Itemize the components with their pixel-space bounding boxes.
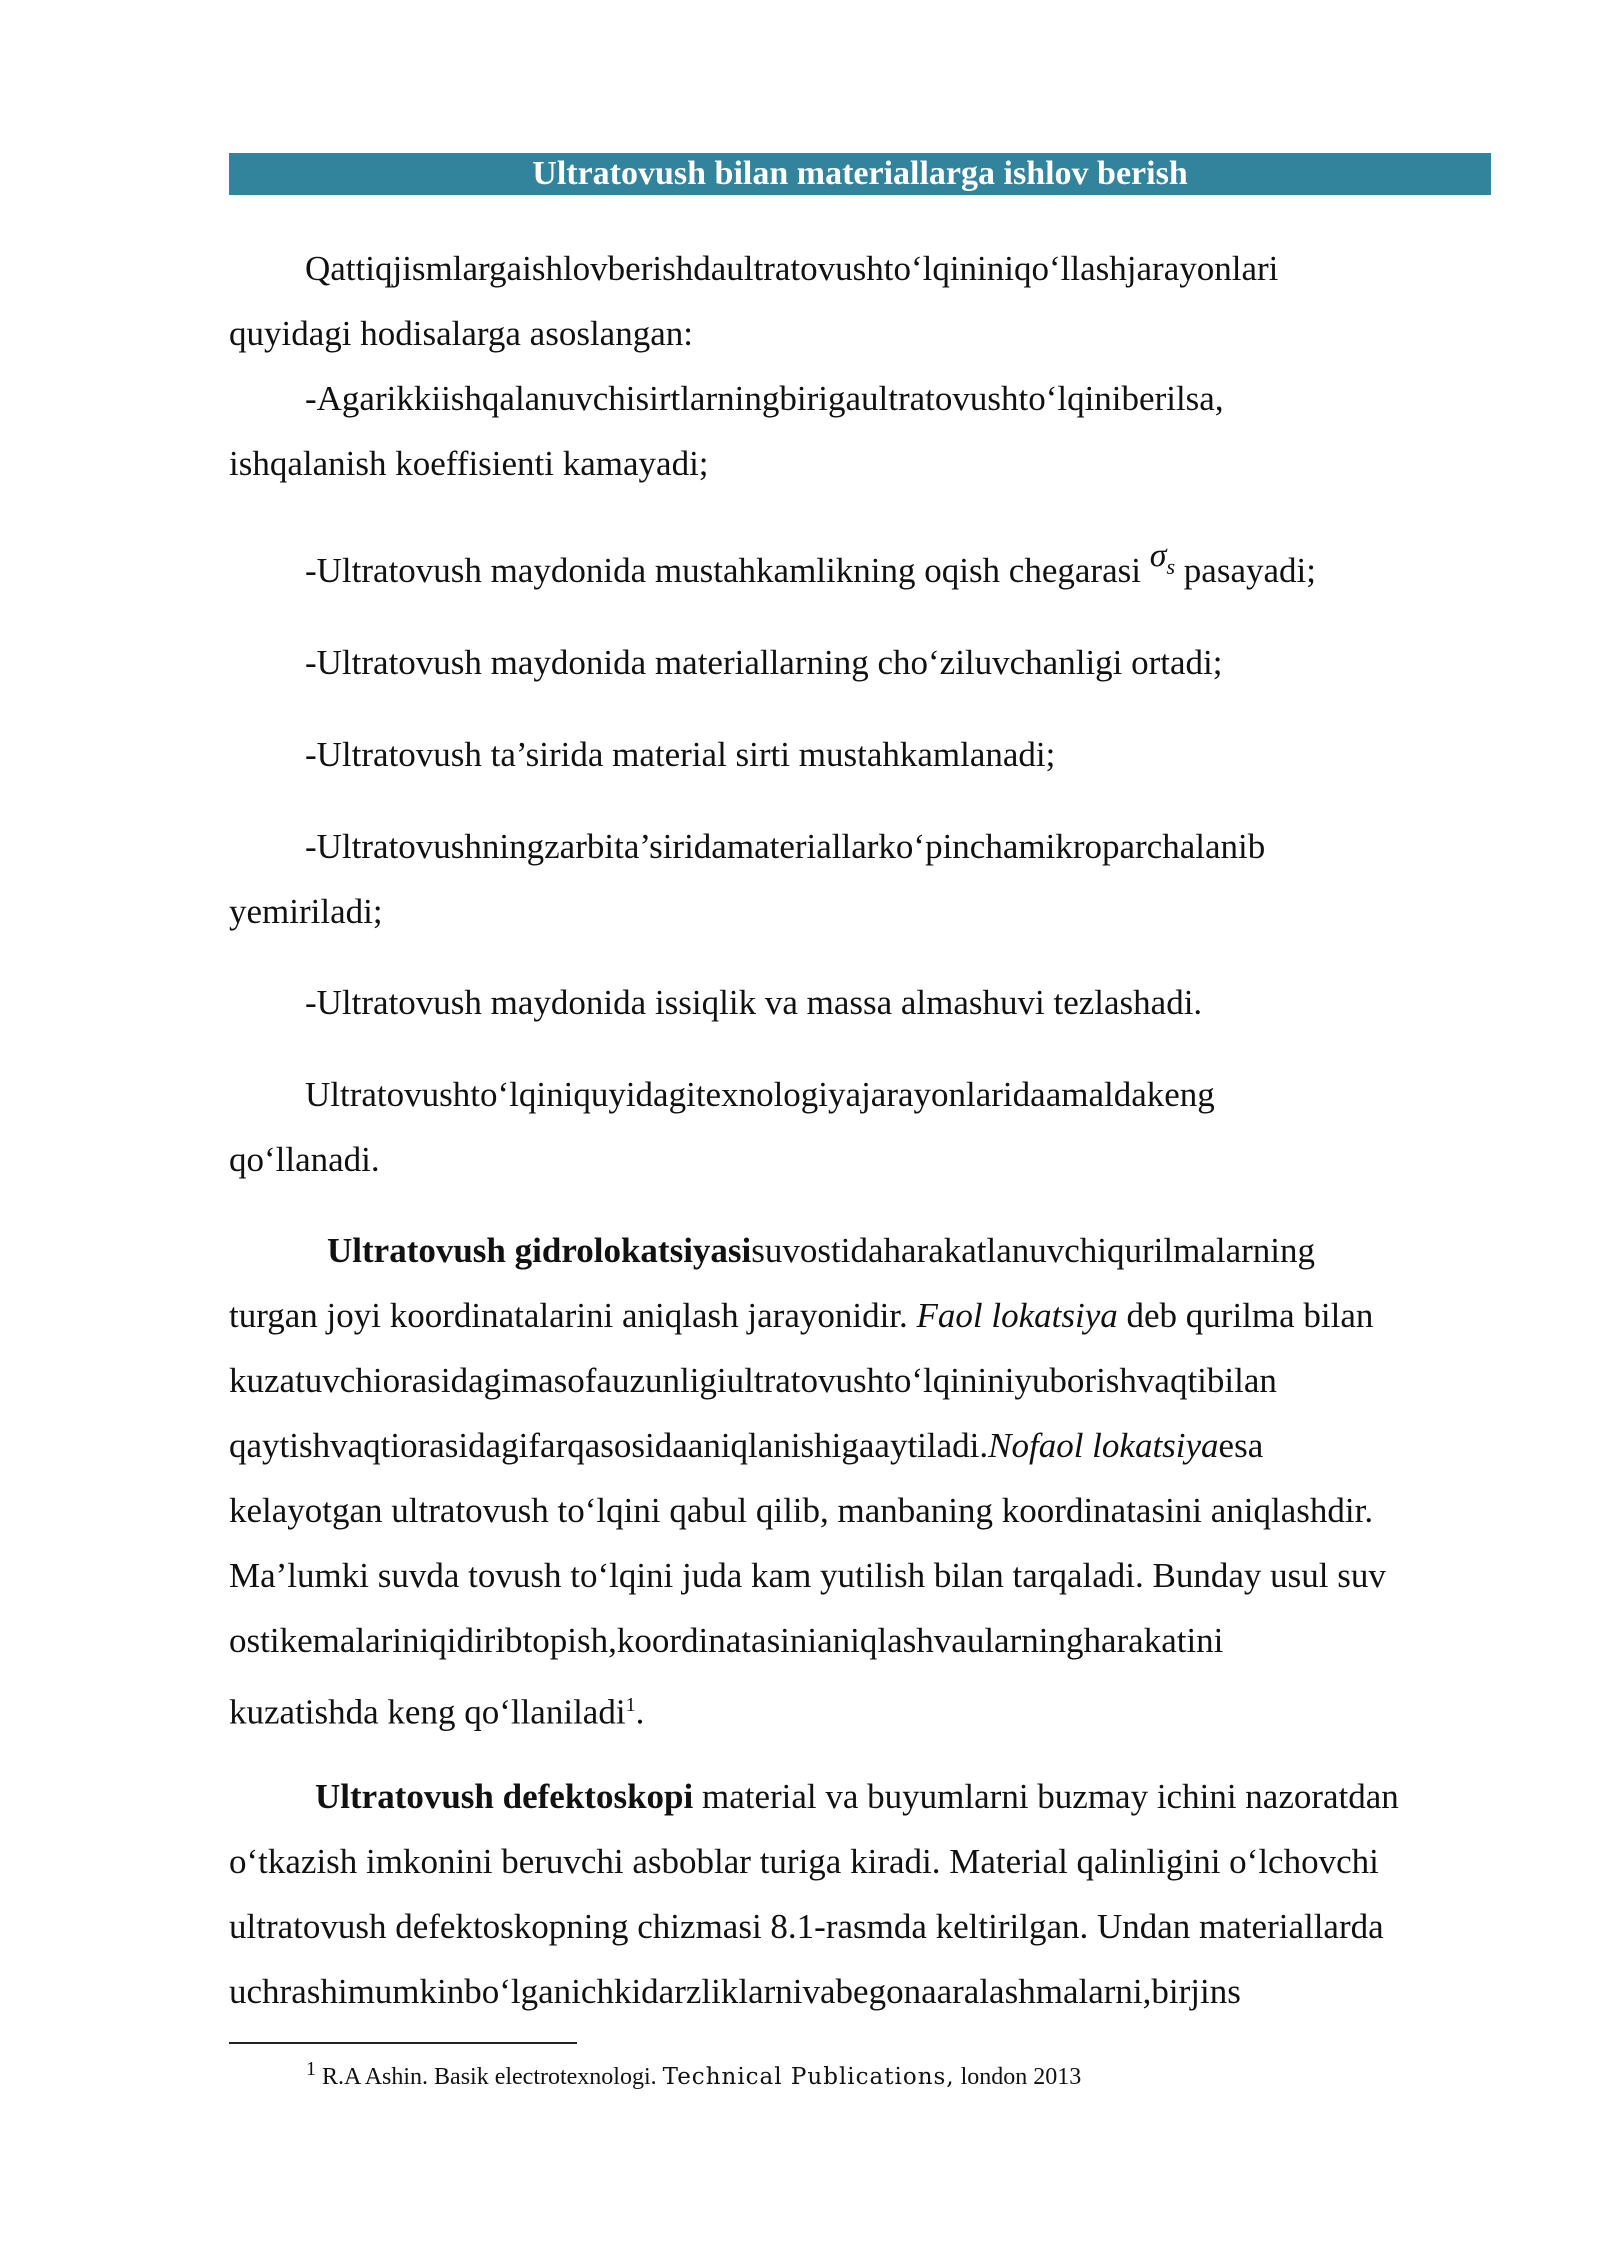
justified-line [229,814,1491,879]
word: ishqalanuvchi [441,379,636,418]
text-line [229,1283,1491,1348]
word: suv [751,1231,800,1270]
word: aralashmalarni, [936,1972,1152,2011]
word: to‘lqinini [884,1361,1015,1400]
word: qo‘llash [1014,249,1127,288]
justified-line [229,366,1491,431]
word: jismlarga [392,249,523,288]
paragraph-sonar [229,1218,1491,1745]
word: aniqlash [817,1621,934,1660]
word: aniqlanishiga [687,1426,875,1465]
text-line: qo‘llanadi. [229,1140,380,1179]
text-line: ishqalanish koeffisienti kamayadi; [229,444,709,483]
footnote-text: R.A Ashin. Basik electrotexnologi. [316,2064,663,2090]
word: orasidagi [400,1426,529,1465]
paragraph-friction [229,366,1491,496]
word: ichki [571,1972,642,2011]
word: biriga [779,379,861,418]
bold-term: Ultratovush defektoskopi [315,1777,694,1816]
word: Qattiq [305,249,393,288]
footnote-ref: 1 [625,1694,636,1716]
text-segment: kuzatishda keng qo‘llaniladi [229,1692,626,1732]
justified-line [229,1348,1491,1413]
word: -Agar [305,379,387,418]
word: farq [528,1426,585,1465]
text-line: quyidagi hodisalarga asoslangan: [229,314,693,353]
text-segment: esa [1218,1426,1264,1465]
text-line: ultratovush defektoskopning chizmasi 8.1-rasmda keltirilgan. Undan materiallarda [229,1907,1384,1946]
word: kemalarini [279,1621,430,1660]
text-line: kelayotgan ultratovush to‘lqini qabul qilib, manbaning koordinatasini aniqlashdir. [229,1491,1374,1530]
text-segment: deb qurilma bilan [1117,1296,1374,1335]
paragraph-yield-strength [229,538,1491,607]
word: jarayonlari [1126,249,1279,288]
paragraph-hardening [229,722,1491,787]
text-line: -Ultratovush maydonida issiqlik va massa almashuvi tezlashadi. [305,983,1203,1022]
word: uzunligi [611,1361,727,1400]
word: jarayonlarida [861,1075,1046,1114]
word: sirtlarning [635,379,780,418]
word: mumkin [347,1972,465,2011]
text-line: -Ultratovush ta’sirida material sirti mustahkamlanadi; [305,735,1056,774]
footnote-text: london 2013 [954,2064,1082,2090]
word: -Ultratovushning [305,827,545,866]
word: ularning [966,1621,1084,1660]
word: qidirib [429,1621,523,1660]
word: to‘lqinini [883,249,1015,288]
text-segment: pasayadi; [1175,551,1316,590]
justified-line [229,1062,1491,1127]
footnote-separator [229,2042,577,2044]
word: asosida [584,1426,688,1465]
paragraph-flaw-detector [229,1764,1491,2024]
bold-term: Ultratovush gidrolokatsiyasi [327,1231,752,1270]
italic-term: Nofaol lokatsiya [988,1426,1219,1465]
word: ostida [799,1231,884,1270]
italic-term: Faol lokatsiya [916,1296,1118,1335]
text-segment: turgan joyi koordinatalarini aniqlash jarayonidir. [229,1296,917,1335]
word: to‘lqini [470,1075,574,1114]
word: quyidagi [573,1075,696,1114]
word: mikroparchalanib [1018,827,1266,866]
word: ultratovush [861,379,1019,418]
word: masofa [510,1361,612,1400]
word: zarbi [544,827,615,866]
word: Ultratovush [305,1075,471,1114]
justified-line [229,1413,1491,1478]
word: ultratovush [726,249,884,288]
footnote-mark: 1 [306,2058,316,2080]
word: uchrashi [229,1972,348,2011]
word: darzliklarni [641,1972,803,2011]
word: kuzatuvchi [229,1361,383,1400]
text-segment: material va buyumlarni buzmay ichini nazoratdan [693,1777,1399,1816]
word: aytiladi. [874,1426,989,1465]
text-line: o‘tkazish imkonini beruvchi asboblar turiga kiradi. Material qalinligini o‘lchovchi [229,1842,1379,1881]
word: va [933,1621,967,1660]
text-line [229,538,1491,607]
word: yuborish [1014,1361,1137,1400]
word: to‘lqini [1018,379,1122,418]
paragraph-applications [229,1062,1491,1192]
word: harakatini [1083,1621,1224,1660]
justified-line [229,1218,1491,1283]
paragraph-heat-transfer [229,970,1491,1035]
word: ultratovush [726,1361,885,1400]
word: ikki [386,379,442,418]
word: qaytish [229,1426,331,1465]
text-line [229,1673,1491,1745]
word: topish, [522,1621,617,1660]
word: birjins [1151,1972,1241,2011]
word: qurilmalarning [1107,1231,1316,1270]
word: osti [229,1621,280,1660]
word: vaqti [1136,1361,1207,1400]
sigma-subscript: s [1166,554,1176,579]
word: amalda [1045,1075,1147,1114]
word: keng [1146,1075,1215,1114]
section-heading: Ultratovush bilan materiallarga ishlov berish [229,153,1491,195]
paragraph-ductility [229,630,1491,695]
paragraph-intro [229,236,1491,366]
text-line: yemiriladi; [229,892,383,931]
justified-line [229,1959,1491,2024]
paragraph-erosion [229,814,1491,944]
text-line: -Ultratovush maydonida materiallarning cho‘ziluvchanligi ortadi; [305,643,1223,682]
text-line: Ma’lumki suvda tovush to‘lqini juda kam yutilish bilan tarqaladi. Bunday usul suv [229,1556,1386,1595]
word: berilsa, [1121,379,1224,418]
text-segment: . [635,1692,645,1732]
word: harakatlanuvchi [883,1231,1108,1270]
justified-line [229,236,1491,301]
word: berishda [607,249,727,288]
word: ko‘pincha [878,827,1019,866]
word: bo‘lgan [464,1972,572,2011]
footnote-publisher: Technical Publications, [662,2064,955,2090]
word: materiallar [726,827,879,866]
word: orasidagi [382,1361,511,1400]
text-line [229,1764,1491,1829]
word: ishlov [522,249,608,288]
text-segment: -Ultratovush maydonida mustahkamlikning oqish chegarasi [305,551,1150,590]
word: ta’sirida [614,827,727,866]
sigma-symbol: σ [1149,537,1167,574]
word: vaqti [330,1426,401,1465]
word: begona [835,1972,937,2011]
word: koordinatasini [616,1621,818,1660]
justified-line [229,1608,1491,1673]
word: bilan [1206,1361,1277,1400]
footnote [306,2054,1081,2092]
word: va [802,1972,836,2011]
word: texnologiya [695,1075,862,1114]
